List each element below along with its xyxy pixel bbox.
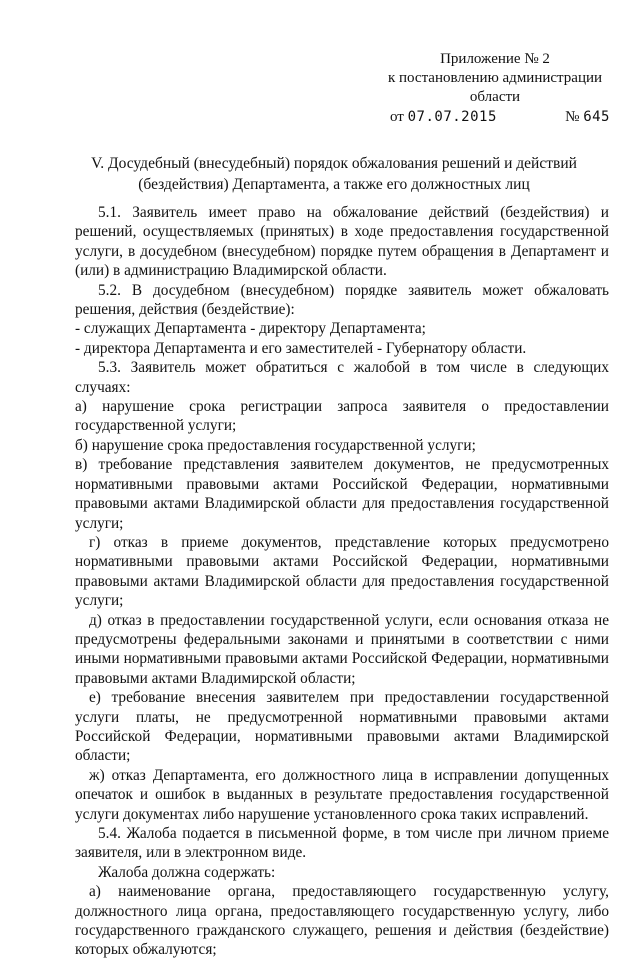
case-a: а) нарушение срока регистрации запроса заявителя о предоставлении государственной услуги; xyxy=(75,398,609,435)
appendix-number: Приложение № 2 xyxy=(440,51,550,67)
resolution-date xyxy=(380,108,497,127)
appendix-resolution-ref: к постановлению администрации xyxy=(387,70,603,86)
case-v: в) требование представления заявителем документов, не предусмотренных нормативными правовыми актами Российской Федерации, нормативными правовыми актами Владимирской области для предоставления государственной услуги; xyxy=(75,456,609,532)
resolution-meta-row xyxy=(380,108,610,127)
section-body xyxy=(75,203,609,960)
number-prefix: № xyxy=(565,109,580,125)
section-title xyxy=(88,153,580,195)
case-d: д) отказ в предоставлении государственной услуги, если основания отказа не предусмотрены федеральными законами и принятыми в соответствии с ними иными нормативными правовыми актами Российской Федерации, нормативными правовыми актами Владимирской области; xyxy=(75,611,609,687)
number-value: 645 xyxy=(583,109,610,125)
paragraph-5-1: 5.1. Заявитель имеет право на обжалование действий (бездействия) и решений, осуществляемых (принятых) в ходе предоставления государственной услуги, в досудебном (внесудебном) порядке путем обращения в Департамент и (или) в администрацию Владимирской области. xyxy=(75,204,609,280)
list-item-director: - директора Департамента и его заместителей - Губернатору области. xyxy=(75,339,527,357)
section-title-line-1: V. Досудебный (внесудебный) порядок обжалования решений и действий xyxy=(91,155,577,172)
case-g: г) отказ в приеме документов, представление которых предусмотрено нормативными правовыми актами Российской Федерации, нормативными правовыми актами Владимирской области для предоставления государственной услуги; xyxy=(75,533,609,610)
paragraph-5-4: 5.4. Жалоба подается в письменной форме, в том числе при личном приеме заявителя, или в электронном виде. xyxy=(75,825,609,862)
contents-item-a: а) наименование органа, предоставляющего государственную услугу, должностного лица органа, предоставляющего государственную услугу, либо государственного гражданского служащего, решения и действия (бездействие) которых обжалуются; xyxy=(75,883,609,959)
paragraph-5-3: 5.3. Заявитель может обратиться с жалобой в том числе в следующих случаях: xyxy=(75,359,609,396)
date-value: 07.07.2015 xyxy=(407,109,497,125)
paragraph-5-2: 5.2. В досудебном (внесудебном) порядке заявитель может обжаловать решения, действия (бездействие): xyxy=(75,281,609,319)
list-item-employees: - служащих Департамента - директору Департамента; xyxy=(75,320,426,338)
complaint-contents-intro: Жалоба должна содержать: xyxy=(98,863,276,881)
resolution-number xyxy=(565,108,610,127)
appendix-header xyxy=(380,50,610,127)
section-title-line-2: (бездействия) Департамента, а также его должностных лиц xyxy=(138,176,530,193)
case-b: б) нарушение срока предоставления государственной услуги; xyxy=(75,436,476,454)
case-e: е) требование внесения заявителем при предоставлении государственной услуги платы, не предусмотренной нормативными правовыми актами Российской Федерации, нормативными правовыми актами Владимирской области; xyxy=(75,689,609,765)
date-prefix: от xyxy=(390,109,404,125)
appendix-region: области xyxy=(469,89,521,105)
case-zh: ж) отказ Департамента, его должностного лица в исправлении допущенных опечаток и ошибок в выданных в результате предоставления государственной услуги документах либо нарушение установленного срока таких исправлений. xyxy=(75,766,609,823)
